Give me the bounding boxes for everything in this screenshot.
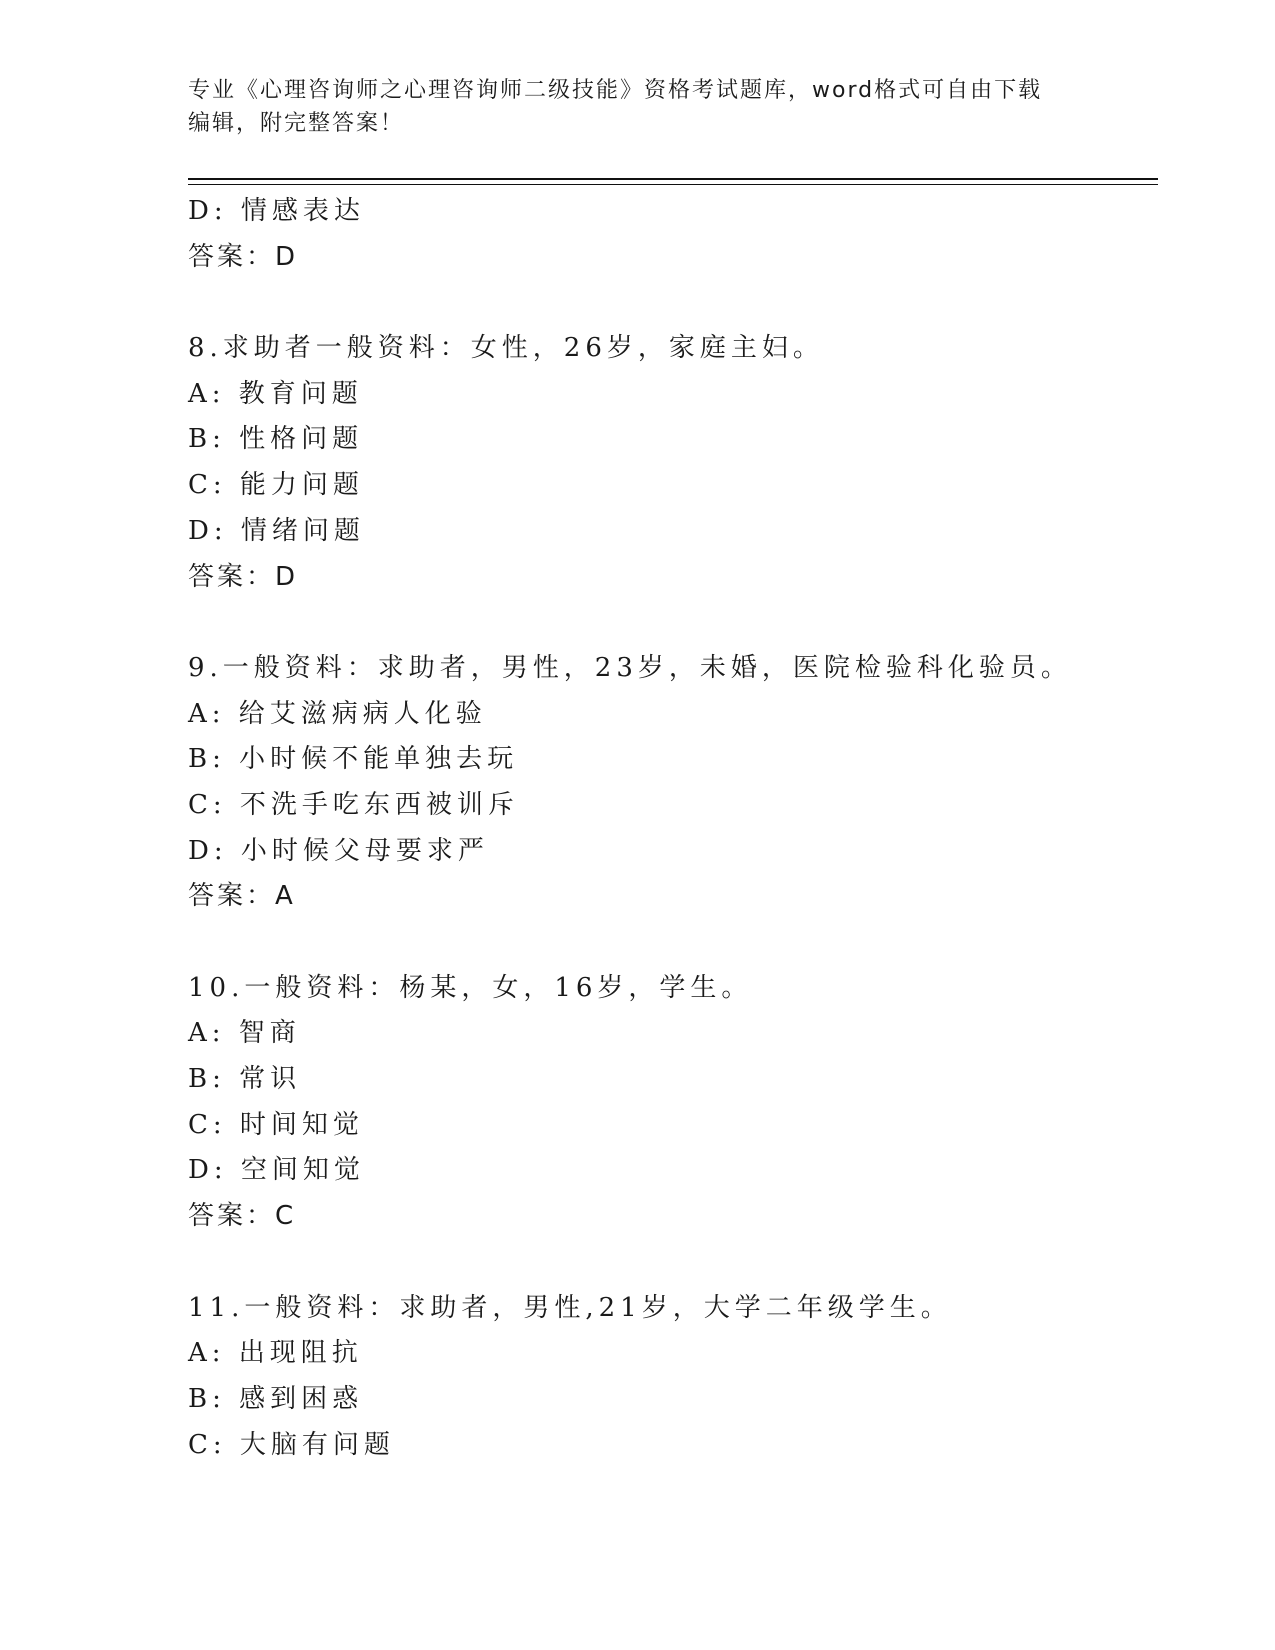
carryover-option-d: D: 情感表达 [188,196,365,226]
question-stem: 8.求助者一般资料：女性，26岁，家庭主妇。 [188,333,824,364]
carryover-answer: 答案：D [188,241,299,272]
option-d: D: 小时候父母要求严 [188,835,489,866]
question-stem: 9.一般资料：求助者，男性，23岁，未婚，医院检验科化验员。 [188,652,1072,683]
answer: 答案：A [188,881,296,912]
spacer [188,920,1158,966]
question-list [188,189,1158,1468]
option-b: B: 性格问题 [188,424,364,455]
question-stem: 10.一般资料：杨某，女，16岁，学生。 [188,972,753,1003]
answer: 答案：D [188,561,299,592]
option-c: C: 时间知觉 [188,1109,364,1140]
option-b: B: 感到困惑 [188,1383,364,1414]
header-divider-thin [188,184,1158,185]
option-c: C: 不洗手吃东西被训斥 [188,789,519,820]
option-d: D: 空间知觉 [188,1155,365,1186]
question-8 [188,326,1158,600]
option-a: A: 教育问题 [188,378,363,409]
spacer [188,600,1158,646]
header-line-2: 编辑，附完整答案！ [188,111,405,136]
option-c: C: 大脑有问题 [188,1429,395,1460]
option-a: A: 出现阻抗 [188,1338,363,1369]
spacer [188,1240,1158,1286]
option-c: C: 能力问题 [188,470,364,501]
option-a: A: 给艾滋病病人化验 [188,698,487,729]
option-d: D: 情绪问题 [188,515,365,546]
question-stem: 11.一般资料：求助者，男性,21岁，大学二年级学生。 [188,1292,952,1323]
option-b: B: 小时候不能单独去玩 [188,744,519,775]
answer: 答案：C [188,1201,297,1232]
option-a: A: 智商 [188,1018,301,1049]
option-b: B: 常识 [188,1064,302,1095]
question-11 [188,1286,1158,1469]
question-10 [188,966,1158,1240]
header-line-1: 专业《心理咨询师之心理咨询师二级技能》资格考试题库，word格式可自由下载 [188,78,1043,103]
header-divider-thick [188,178,1158,180]
question-9 [188,646,1158,920]
document-header [188,74,1068,140]
spacer [188,280,1158,326]
